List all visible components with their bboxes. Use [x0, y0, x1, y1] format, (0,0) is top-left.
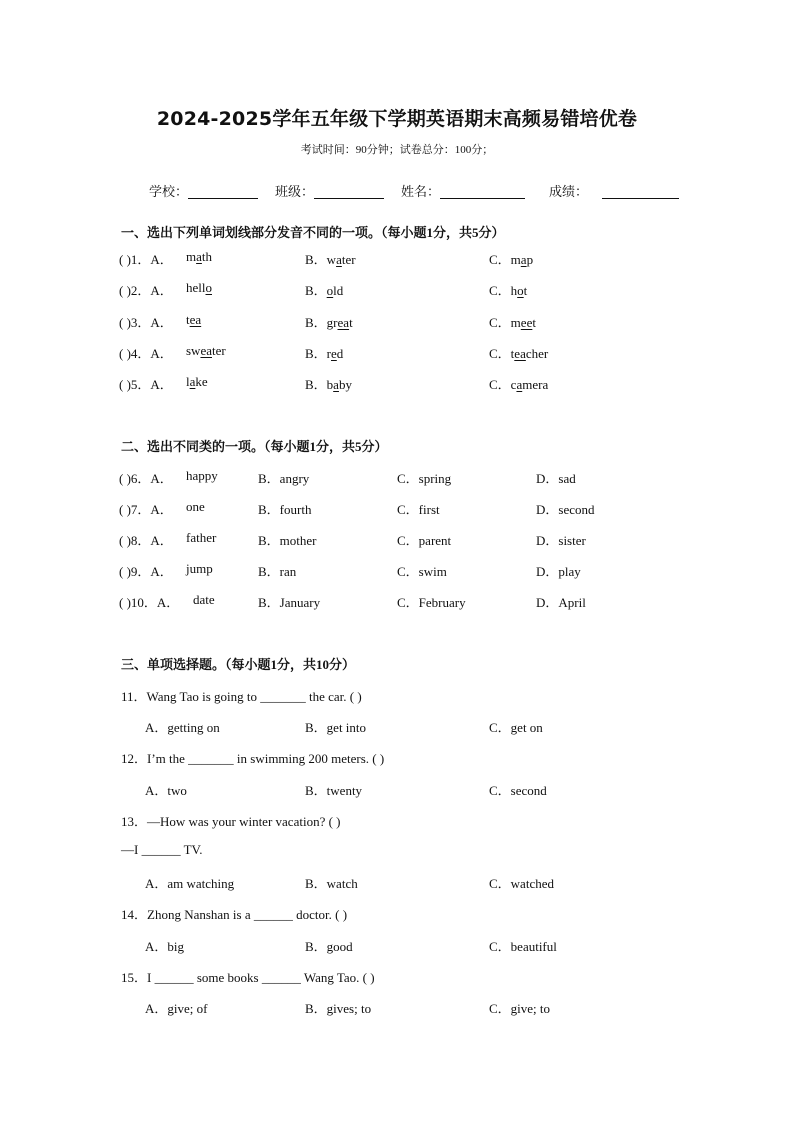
section-2-heading: 二、选出不同类的一项。（每小题1分，共5分） — [121, 439, 388, 454]
answer-option[interactable]: math — [186, 249, 213, 264]
answer-option[interactable]: C．camera — [489, 377, 549, 392]
underlined-letters: ea — [514, 346, 526, 361]
exam-subtitle: 考试时间：90分钟；试卷总分：100分； — [300, 144, 494, 156]
question-row — [0, 280, 794, 298]
question-stem — [0, 967, 794, 985]
question-number[interactable]: ( )7．A． — [119, 502, 173, 517]
question-row — [0, 561, 794, 579]
score-label: 成绩： — [549, 184, 589, 199]
underlined-letters: e — [331, 346, 337, 361]
answer-option[interactable]: B．water — [305, 252, 356, 267]
underlined-letters: a — [520, 252, 527, 267]
section-1-heading: 一、选出下列单词划线部分发音不同的一项。（每小题1分，共5分） — [121, 225, 505, 240]
option-c[interactable]: C．first — [397, 502, 440, 517]
question-stem — [0, 811, 794, 829]
name-field — [401, 181, 525, 200]
question-number[interactable]: ( )6．A． — [119, 471, 173, 486]
question-row — [0, 249, 794, 267]
option-d[interactable]: D．play — [536, 564, 581, 579]
school-field — [149, 181, 258, 200]
answer-option[interactable]: B．great — [305, 315, 353, 330]
question-stem-text: 15．I ______ some books ______ Wang Tao. ( ) — [121, 970, 375, 985]
options-row — [0, 936, 794, 954]
question-row — [0, 468, 794, 486]
question-number[interactable]: ( )9．A． — [119, 564, 173, 579]
answer-option[interactable]: C．teacher — [489, 346, 549, 361]
answer-option[interactable]: B．red — [305, 346, 344, 361]
question-row — [0, 530, 794, 548]
option-a[interactable]: one — [186, 499, 205, 514]
underlined-letters: o — [326, 283, 334, 298]
underlined-letters: a — [336, 252, 342, 267]
options-row — [0, 998, 794, 1016]
option-b[interactable]: B．January — [258, 595, 321, 610]
question-number[interactable]: ( )8．A． — [119, 533, 173, 548]
underlined-letters: o — [205, 280, 212, 295]
option-b[interactable]: B．twenty — [305, 783, 363, 798]
option-c[interactable]: C．February — [397, 595, 466, 610]
option-a[interactable]: happy — [186, 468, 218, 483]
option-b[interactable]: B．mother — [258, 533, 317, 548]
option-a[interactable]: A．give; of — [145, 1001, 208, 1016]
section-3-heading: 三、单项选择题。（每小题1分，共10分） — [121, 657, 356, 672]
question-stem-text: 11．Wang Tao is going to _______ the car. ( ) — [121, 689, 362, 704]
option-c[interactable]: C．second — [489, 783, 547, 798]
option-c[interactable]: C．give; to — [489, 1001, 551, 1016]
question-stem-text: 12．I’m the _______ in swimming 200 meters. ( ) — [121, 751, 385, 766]
underlined-letters: ea — [189, 312, 202, 327]
option-b[interactable]: B．ran — [258, 564, 297, 579]
name-label: 姓名： — [401, 184, 441, 199]
question-row — [0, 592, 794, 610]
question-stem — [0, 686, 794, 704]
option-b[interactable]: B．watch — [305, 876, 358, 891]
answer-option[interactable]: B．baby — [305, 377, 352, 392]
class-blank[interactable] — [314, 184, 384, 199]
option-b[interactable]: B．angry — [258, 471, 310, 486]
underlined-letters: ee — [520, 315, 533, 330]
question-row — [0, 343, 794, 361]
underlined-letters: ea — [337, 315, 350, 330]
underlined-letters: o — [517, 283, 524, 298]
question-row — [0, 374, 794, 392]
option-b[interactable]: B．good — [305, 939, 353, 954]
class-field — [275, 181, 384, 200]
answer-option[interactable]: B．old — [305, 283, 344, 298]
answer-option[interactable]: C．map — [489, 252, 534, 267]
answer-option[interactable]: sweater — [186, 343, 226, 358]
option-a[interactable]: date — [193, 592, 215, 607]
question-number[interactable]: ( )1．A． — [119, 252, 173, 267]
option-a[interactable]: A．big — [145, 939, 185, 954]
option-c[interactable]: C．get on — [489, 720, 543, 735]
answer-option[interactable]: hello — [186, 280, 212, 295]
answer-option[interactable]: lake — [186, 374, 208, 389]
class-label: 班级： — [275, 184, 315, 199]
option-d[interactable]: D．sad — [536, 471, 576, 486]
question-stem-text: 13．—How was your winter vacation? ( ) — [121, 814, 341, 829]
question-number[interactable]: ( )2．A． — [119, 283, 173, 298]
options-row — [0, 717, 794, 735]
school-blank[interactable] — [188, 184, 258, 199]
question-stem-text: 14．Zhong Nanshan is a ______ doctor. ( ) — [121, 907, 348, 922]
school-label: 学校： — [149, 184, 189, 199]
option-d[interactable]: D．sister — [536, 533, 586, 548]
score-blank[interactable] — [602, 184, 679, 199]
option-a[interactable]: A．am watching — [145, 876, 235, 891]
option-a[interactable]: A．two — [145, 783, 187, 798]
options-row — [0, 873, 794, 891]
underlined-letters: a — [333, 377, 339, 392]
option-c[interactable]: C．beautiful — [489, 939, 557, 954]
option-b[interactable]: B．fourth — [258, 502, 312, 517]
option-c[interactable]: C．spring — [397, 471, 452, 486]
question-stem — [0, 748, 794, 766]
question-number[interactable]: ( )4．A． — [119, 346, 173, 361]
question-stem — [0, 904, 794, 922]
question-row — [0, 312, 794, 330]
underlined-letters: a — [516, 377, 523, 392]
question-number[interactable]: ( )3．A． — [119, 315, 173, 330]
page-title: 2024-2025学年五年级下学期英语期末高频易错培优卷 — [156, 108, 638, 130]
question-row — [0, 499, 794, 517]
answer-option[interactable]: C．hot — [489, 283, 528, 298]
question-number[interactable]: ( )10．A． — [119, 595, 180, 610]
question-stem-reply — [0, 842, 794, 860]
option-b[interactable]: B．gives; to — [305, 1001, 372, 1016]
option-b[interactable]: B．get into — [305, 720, 367, 735]
answer-option[interactable]: C．meet — [489, 315, 536, 330]
underlined-letters: a — [189, 374, 196, 389]
option-a[interactable]: father — [186, 530, 217, 545]
option-c[interactable]: C．watched — [489, 876, 554, 891]
options-row — [0, 780, 794, 798]
option-d[interactable]: D．second — [536, 502, 595, 517]
underlined-letters: ea — [200, 343, 212, 358]
name-blank[interactable] — [440, 184, 525, 199]
option-c[interactable]: C．parent — [397, 533, 452, 548]
option-c[interactable]: C．swim — [397, 564, 447, 579]
answer-option[interactable]: tea — [186, 312, 202, 327]
score-field — [549, 181, 679, 200]
option-a[interactable]: jump — [186, 561, 213, 576]
question-reply-text: —I ______ TV. — [121, 842, 203, 857]
option-d[interactable]: D．April — [536, 595, 586, 610]
question-number[interactable]: ( )5．A． — [119, 377, 173, 392]
underlined-letters: a — [196, 249, 202, 264]
option-a[interactable]: A．getting on — [145, 720, 220, 735]
